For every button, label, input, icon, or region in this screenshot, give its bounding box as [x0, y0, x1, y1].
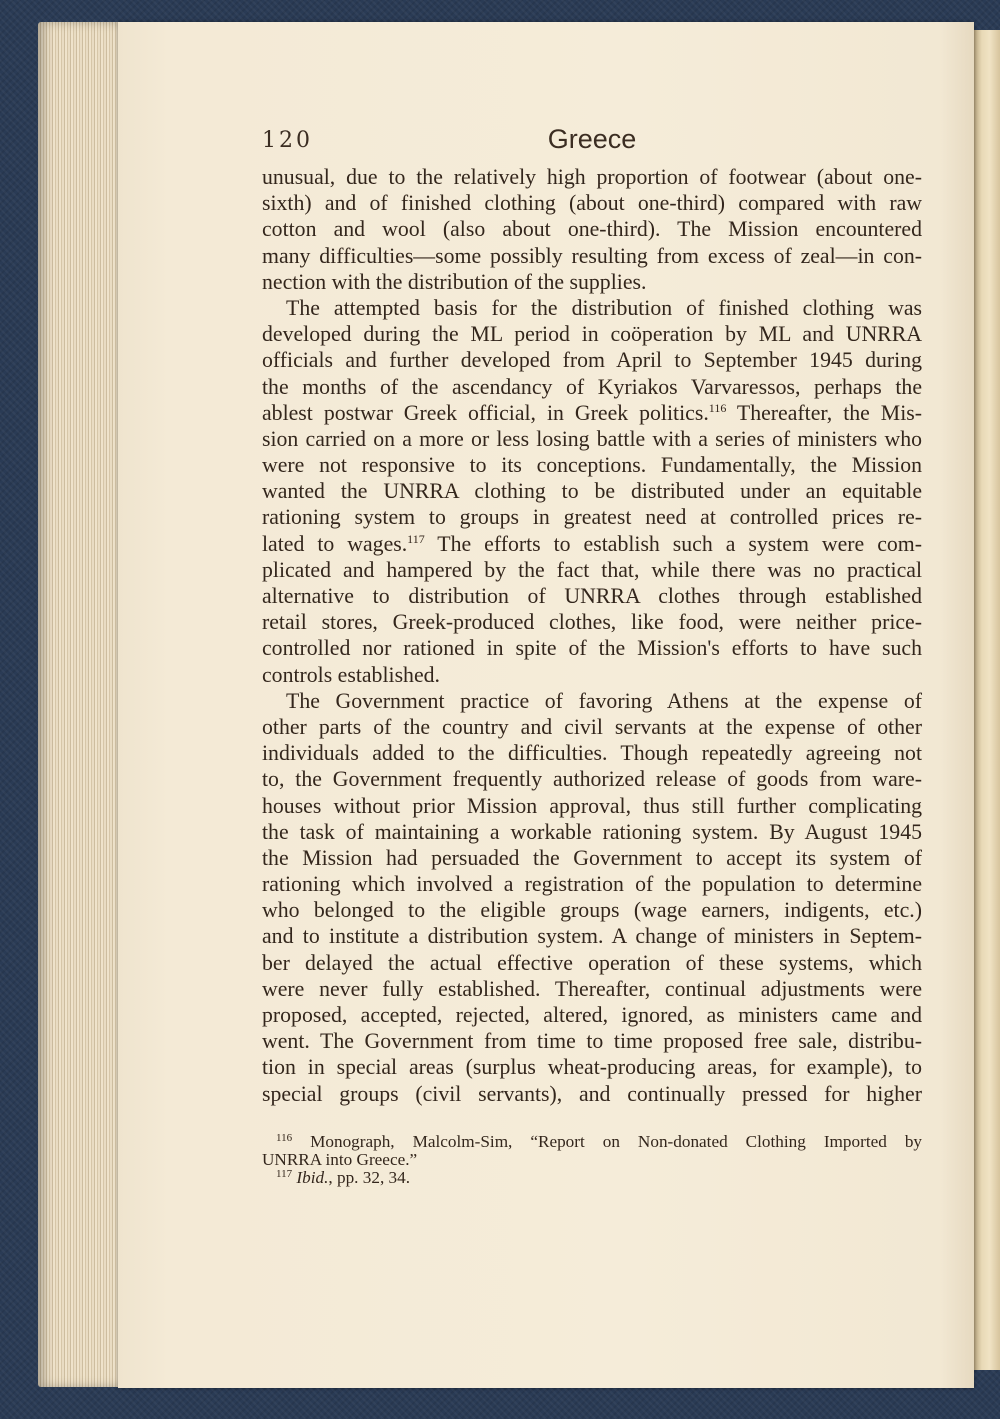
text-line: other parts of the country and civil servants at the expense of other	[262, 714, 922, 739]
page-edges-right	[974, 30, 1000, 1370]
text-line: many difficulties—some possibly resulting from excess of zeal—in con-	[262, 243, 922, 268]
page-number: 120	[262, 128, 313, 153]
text-line: proposed, accepted, rejected, altered, ignored, as ministers came and	[262, 1003, 922, 1027]
footnote-text: , pp. 32, 34.	[328, 1168, 411, 1187]
page-header	[262, 124, 922, 158]
footnote-116-cont: UNRRA into Greece.”	[262, 1150, 418, 1169]
text-segment: lated to wages.	[262, 531, 408, 556]
footnote-ref-116: 116	[708, 400, 727, 415]
text-segment: Thereafter, the Mis-	[726, 400, 922, 425]
footnote-117	[262, 1169, 922, 1187]
text-line: controlled nor rationed in spite of the Mission's efforts to have such	[262, 636, 922, 661]
text-line: wanted the UNRRA clothing to be distributed under an equitable	[262, 479, 922, 504]
footnote-text: Monograph, Malcolm-Sim, “Report on Non-donated Clothing Imported by	[310, 1132, 923, 1151]
footnote-ref-117: 117	[407, 531, 425, 546]
text-line: were never fully established. Thereafter, continual adjustments were	[262, 976, 922, 1001]
text-line-with-footnote	[262, 531, 922, 557]
text-line: cotton and wool (also about one-third). The Mission encountered	[262, 217, 922, 242]
text-line: who belonged to the eligible groups (wage earners, indigents, etc.)	[262, 898, 922, 923]
text-line: The Government practice of favoring Athens at the expense of	[286, 688, 922, 713]
text-line: the Mission had persuaded the Government to accept its system of	[262, 845, 922, 870]
text-line: and to institute a distribution system. A change of ministers in Septem-	[262, 924, 922, 949]
footnote-mark: 117	[276, 1168, 293, 1180]
page-edges-left	[38, 22, 122, 1387]
text-segment: The efforts to establish such a system were com-	[424, 531, 922, 556]
text-line: officials and further developed from April to September 1945 during	[262, 348, 922, 373]
text-line: to, the Government frequently authorized release of goods from ware-	[262, 767, 922, 792]
running-title: Greece	[547, 124, 637, 154]
text-line: retail stores, Greek-produced clothes, like food, were neither price-	[262, 610, 922, 635]
text-line: houses without prior Mission approval, thus still further complicating	[262, 793, 922, 818]
text-line: sion carried on a more or less losing battle with a series of ministers who	[262, 426, 922, 451]
text-line: individuals added to the difficulties. Though repeatedly agreeing not	[262, 741, 922, 766]
text-line: sixth) and of finished clothing (about one-third) compared with raw	[262, 191, 922, 216]
footnote-ibid: Ibid.	[296, 1168, 329, 1187]
text-line-with-footnote	[262, 400, 922, 426]
text-line: the task of maintaining a workable rationing system. By August 1945	[262, 819, 922, 844]
text-line: unusual, due to the relatively high proportion of footwear (about one-	[262, 165, 922, 189]
text-line: ber delayed the actual effective operation of these systems, which	[262, 950, 922, 975]
text-segment: ablest postwar Greek official, in Greek politics.	[262, 400, 709, 425]
text-line: alternative to distribution of UNRRA clothes through established	[262, 584, 922, 608]
footnote-116	[262, 1133, 922, 1151]
text-line: tion in special areas (surplus wheat-producing areas, for example), to	[262, 1055, 922, 1080]
text-line: rationing which involved a registration of the population to determine	[262, 872, 922, 897]
footnote-mark: 116	[276, 1132, 293, 1144]
text-line: nection with the distribution of the supplies.	[262, 269, 647, 294]
text-line: were not responsive to its conceptions. Fundamentally, the Mission	[262, 453, 922, 478]
text-line: The attempted basis for the distribution of finished clothing was	[286, 295, 922, 320]
text-line: controls established.	[262, 662, 440, 687]
footnotes	[262, 1133, 922, 1187]
text-line: developed during the ML period in coöperation by ML and UNRRA	[262, 322, 922, 347]
text-line: plicated and hampered by the fact that, while there was no practical	[262, 557, 922, 582]
text-line: the months of the ascendancy of Kyriakos Varvaressos, perhaps the	[262, 374, 922, 399]
body-text	[262, 164, 922, 1107]
text-line: went. The Government from time to time proposed free sale, distribu-	[262, 1029, 922, 1054]
text-line: rationing system to groups in greatest need at controlled prices re-	[262, 505, 922, 530]
text-line: special groups (civil servants), and continually pressed for higher	[262, 1081, 922, 1106]
